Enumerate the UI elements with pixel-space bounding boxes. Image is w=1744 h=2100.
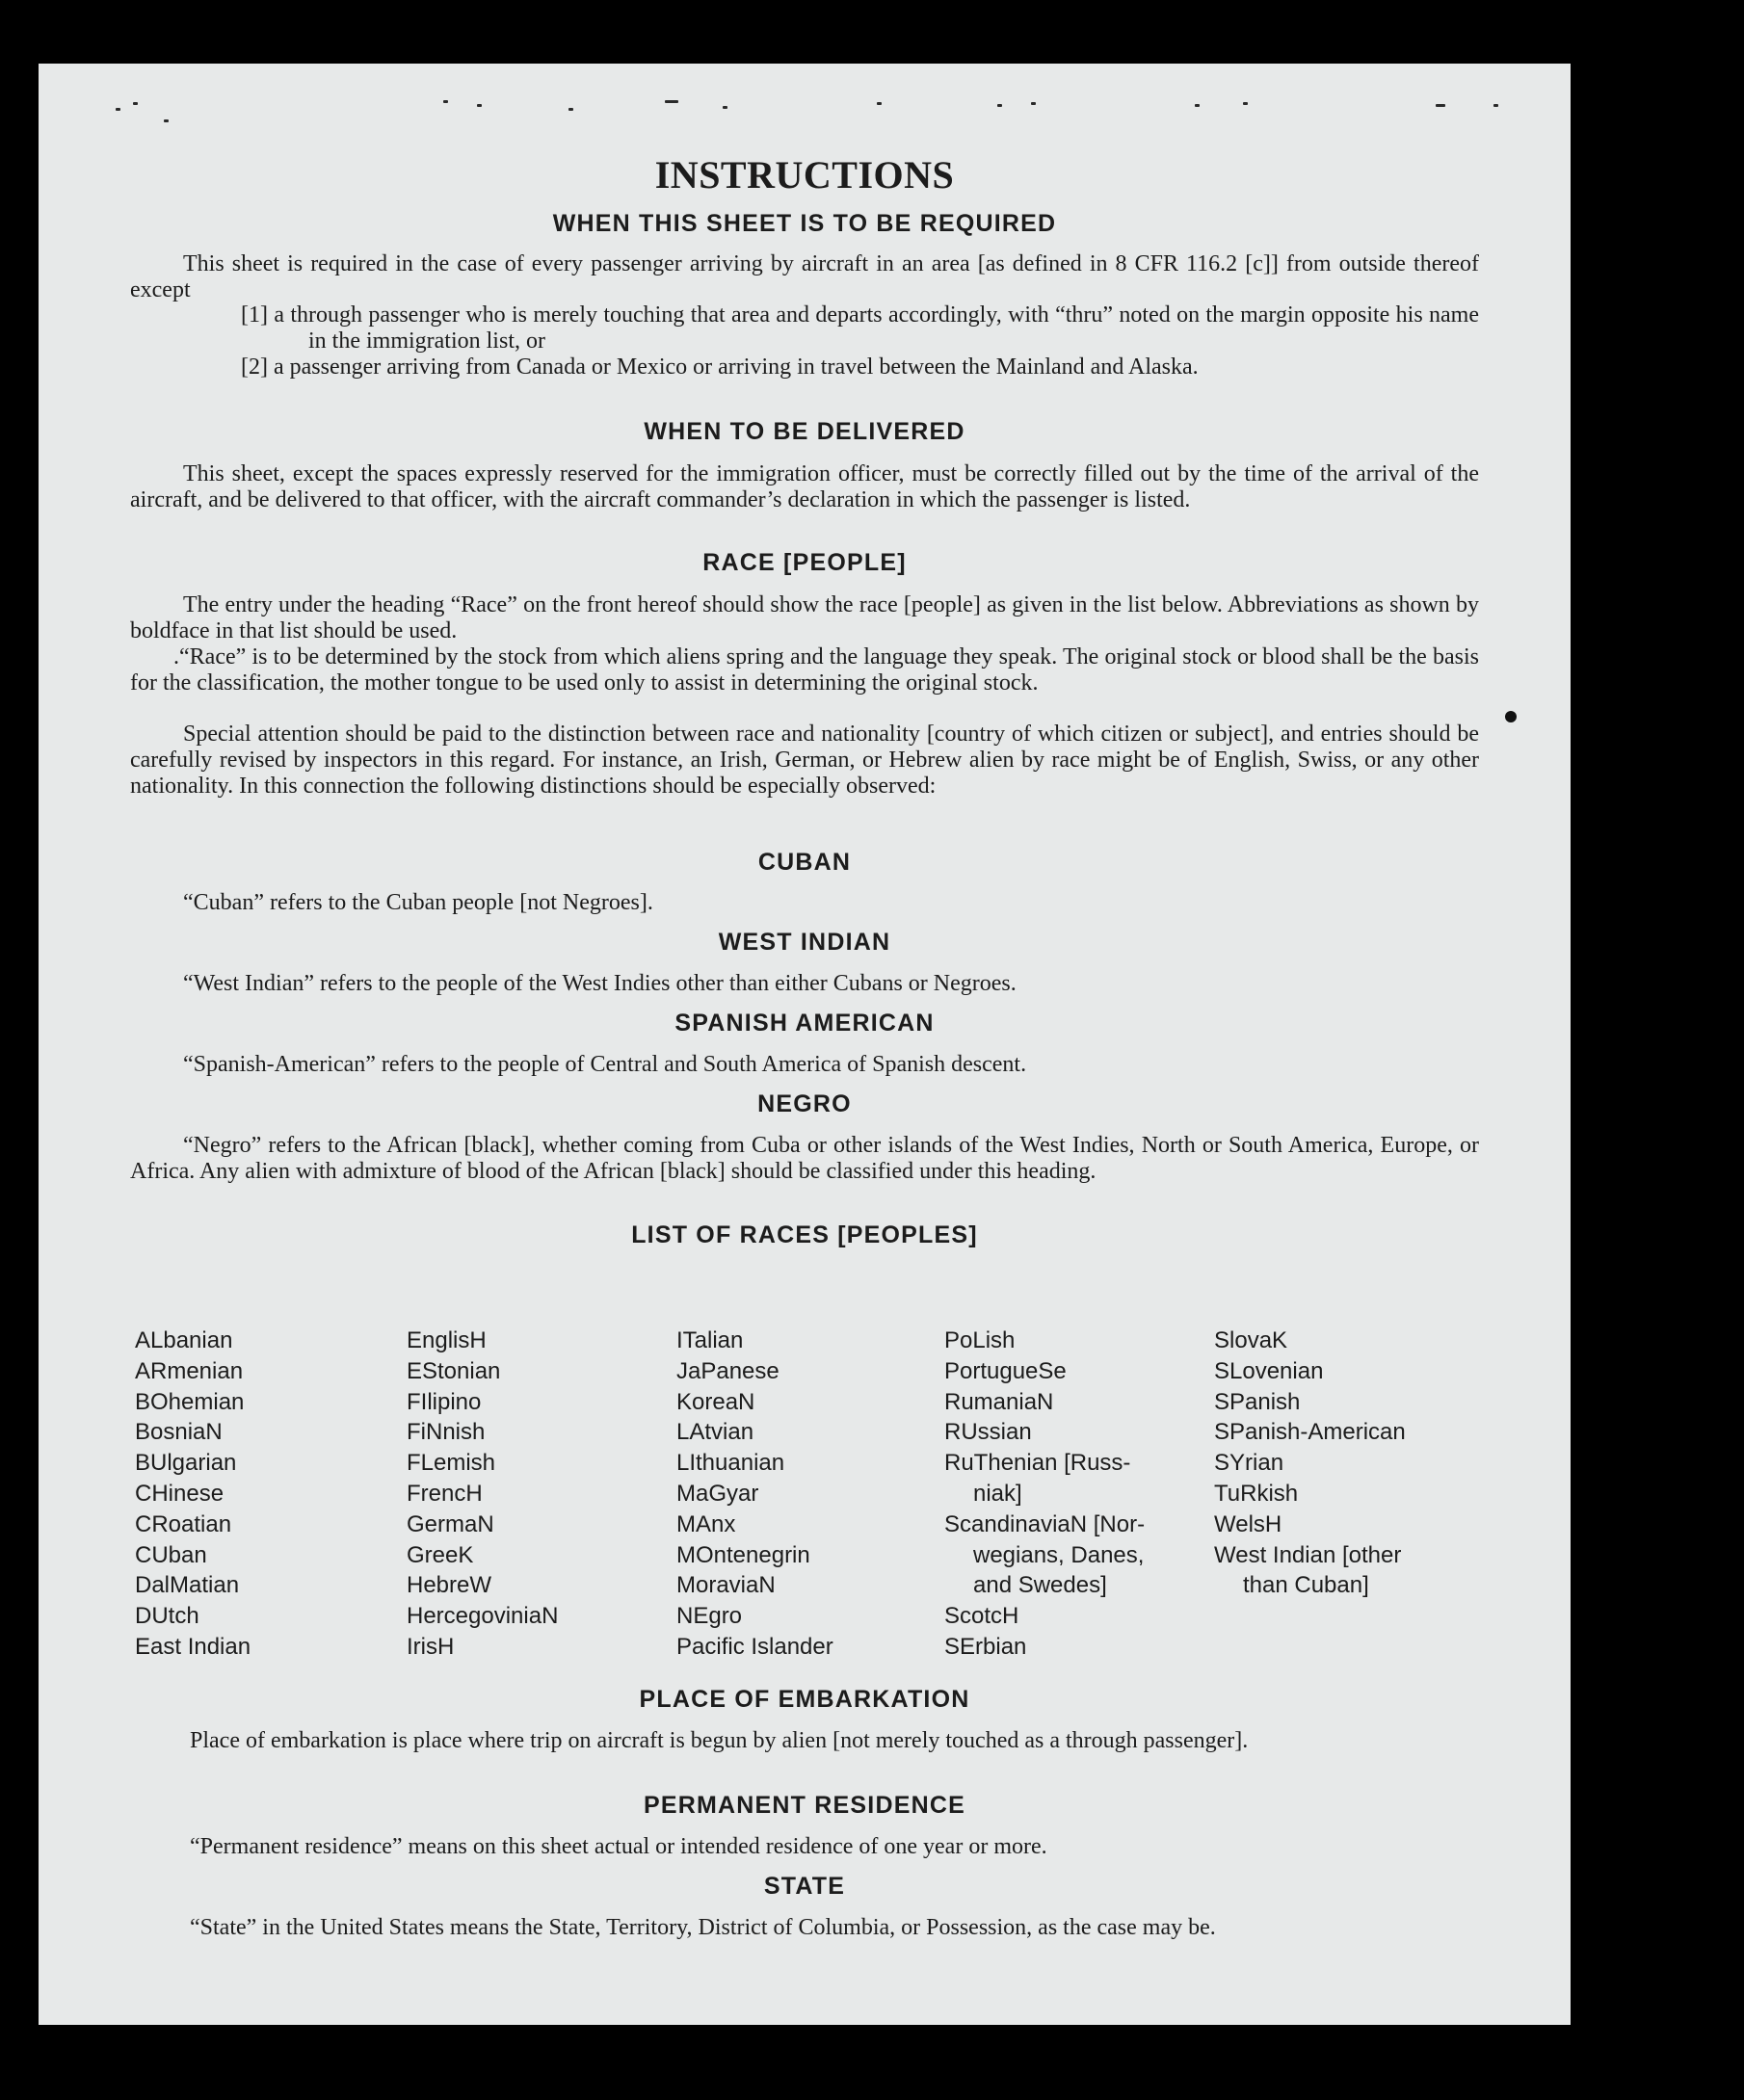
race-item: LIthuanian	[676, 1450, 785, 1477]
race-item: SPanish-American	[1214, 1419, 1406, 1446]
heading-cuban: CUBAN	[757, 849, 852, 876]
race-item: CUban	[135, 1541, 207, 1568]
race-item: SErbian	[944, 1633, 1027, 1660]
race-item: ScotcH	[944, 1603, 1019, 1630]
race-paragraph-3: Special attention should be paid to the distinction between race and nationality [country of which citizen or subject], and entries should be carefully revised by inspectors in this regard. For instance, an Irish, German, or Hebrew alien by race might be of English, Swiss, or any other nationality. In this connection the following distinctions should be especially observed:	[130, 722, 1479, 799]
race-item: EStonian	[407, 1357, 501, 1384]
race-item: MOntenegrin	[676, 1541, 810, 1568]
race-item: PortugueSe	[944, 1357, 1067, 1384]
heading-west-indian: WEST INDIAN	[718, 929, 891, 956]
state-text: “State” in the United States means the State, Territory, District of Columbia, or Possession, as the case may be.	[190, 1915, 1216, 1940]
races-column-4	[944, 1326, 1219, 1663]
required-item-1: [1] a through passenger who is merely touching that area and departs accordingly, with “thru” noted on the margin opposite his name in the immigration list, or	[241, 302, 1479, 354]
negro-text: “Negro” refers to the African [black], whether coming from Cuba or other islands of the West Indies, North or South America, Europe, or Africa. Any alien with admixture of blood of the African [black] should be classified under this heading.	[130, 1133, 1479, 1184]
required-item-2: [2] a passenger arriving from Canada or Mexico or arriving in travel between the Mainland and Alaska.	[241, 354, 1199, 380]
race-item: ITalian	[676, 1327, 744, 1353]
race-paragraph-2: .“Race” is to be determined by the stock from which aliens spring and the language they speak. The original stock or blood shall be the basis for the classification, the mother tongue to be used only to assist in determining the original stock.	[130, 644, 1479, 696]
race-item: RumaniaN	[944, 1388, 1054, 1415]
race-item: HercegoviniaN	[407, 1603, 559, 1630]
races-column-3	[676, 1326, 951, 1663]
race-item: than Cuban]	[1243, 1572, 1369, 1599]
races-list	[135, 1326, 1484, 1672]
race-item: SlovaK	[1214, 1327, 1288, 1353]
required-intro: This sheet is required in the case of every passenger arriving by aircraft in an area [as defined in 8 CFR 116.2 [c]] from outside thereof except	[130, 251, 1479, 302]
race-item: BUlgarian	[135, 1450, 237, 1477]
race-item: GreeK	[407, 1541, 474, 1568]
page-title: INSTRUCTIONS	[654, 153, 955, 197]
embarkation-text: Place of embarkation is place where trip on aircraft is begun by alien [not merely touched as a through passenger].	[190, 1728, 1249, 1753]
race-item: FLemish	[407, 1450, 496, 1477]
race-item: BOhemian	[135, 1388, 245, 1415]
race-item: and Swedes]	[973, 1572, 1107, 1599]
document-page	[39, 64, 1571, 2025]
race-item: SYrian	[1214, 1450, 1284, 1477]
race-item: Pacific Islander	[676, 1633, 833, 1660]
race-item: SPanish	[1214, 1388, 1301, 1415]
race-item: CRoatian	[135, 1510, 232, 1537]
heading-spanish-american: SPANISH AMERICAN	[674, 1010, 935, 1037]
race-item: FiNnish	[407, 1419, 486, 1446]
race-item: West Indian [other	[1214, 1541, 1402, 1568]
race-paragraph-1: The entry under the heading “Race” on the front hereof should show the race [people] as given in the list below. Abbreviations as shown by boldface in that list should be used.	[130, 592, 1479, 643]
cuban-text: “Cuban” refers to the Cuban people [not Negroes].	[183, 890, 653, 915]
race-item: MoraviaN	[676, 1572, 776, 1599]
race-item: RUssian	[944, 1419, 1032, 1446]
race-item: KoreaN	[676, 1388, 755, 1415]
race-item: RuThenian [Russ-	[944, 1450, 1131, 1477]
race-item: DalMatian	[135, 1572, 240, 1599]
race-item: ScandinaviaN [Nor-	[944, 1510, 1146, 1537]
heading-when-required: WHEN THIS SHEET IS TO BE REQUIRED	[552, 210, 1057, 237]
races-column-1	[135, 1326, 410, 1663]
scan-specks	[106, 96, 1513, 125]
race-item: PoLish	[944, 1327, 1016, 1353]
race-item: JaPanese	[676, 1357, 780, 1384]
ink-blot	[1505, 711, 1517, 722]
heading-state: STATE	[763, 1873, 846, 1900]
race-item: MaGyar	[676, 1480, 759, 1507]
race-item: FrencH	[407, 1480, 483, 1507]
race-item: SLovenian	[1214, 1357, 1324, 1384]
race-item: IrisH	[407, 1633, 455, 1660]
race-item: niak]	[973, 1480, 1022, 1507]
race-item: NEgro	[676, 1603, 743, 1630]
delivered-text: This sheet, except the spaces expressly reserved for the immigration officer, must be correctly filled out by the time of the arrival of the aircraft, and be delivered to that officer, with the aircraft commander’s declaration in which the passenger is listed.	[130, 461, 1479, 512]
races-column-2	[407, 1326, 681, 1663]
heading-when-delivered: WHEN TO BE DELIVERED	[644, 418, 965, 445]
heading-negro: NEGRO	[757, 1090, 852, 1117]
race-item: FIlipino	[407, 1388, 482, 1415]
race-item: ARmenian	[135, 1357, 244, 1384]
race-item: BosniaN	[135, 1419, 223, 1446]
residence-text: “Permanent residence” means on this sheet actual or intended residence of one year or more.	[190, 1834, 1047, 1859]
race-item: East Indian	[135, 1633, 251, 1660]
race-item: ALbanian	[135, 1327, 233, 1353]
races-column-5	[1214, 1326, 1489, 1601]
heading-place-of-embarkation: PLACE OF EMBARKATION	[639, 1686, 970, 1713]
west-indian-text: “West Indian” refers to the people of the West Indies other than either Cubans or Negroes.	[183, 971, 1017, 996]
race-item: MAnx	[676, 1510, 736, 1537]
race-item: TuRkish	[1214, 1480, 1299, 1507]
race-item: HebreW	[407, 1572, 492, 1599]
race-item: WelsH	[1214, 1510, 1282, 1537]
race-item: CHinese	[135, 1480, 225, 1507]
spanish-american-text: “Spanish-American” refers to the people of Central and South America of Spanish descent.	[183, 1052, 1027, 1077]
race-item: LAtvian	[676, 1419, 754, 1446]
heading-list-of-races: LIST OF RACES [PEOPLES]	[631, 1221, 978, 1248]
race-item: DUtch	[135, 1603, 199, 1630]
heading-permanent-residence: PERMANENT RESIDENCE	[644, 1792, 965, 1819]
heading-race: RACE [PEOPLE]	[702, 549, 907, 576]
race-item: GermaN	[407, 1510, 494, 1537]
race-item: wegians, Danes,	[973, 1541, 1145, 1568]
race-item: EnglisH	[407, 1327, 487, 1353]
